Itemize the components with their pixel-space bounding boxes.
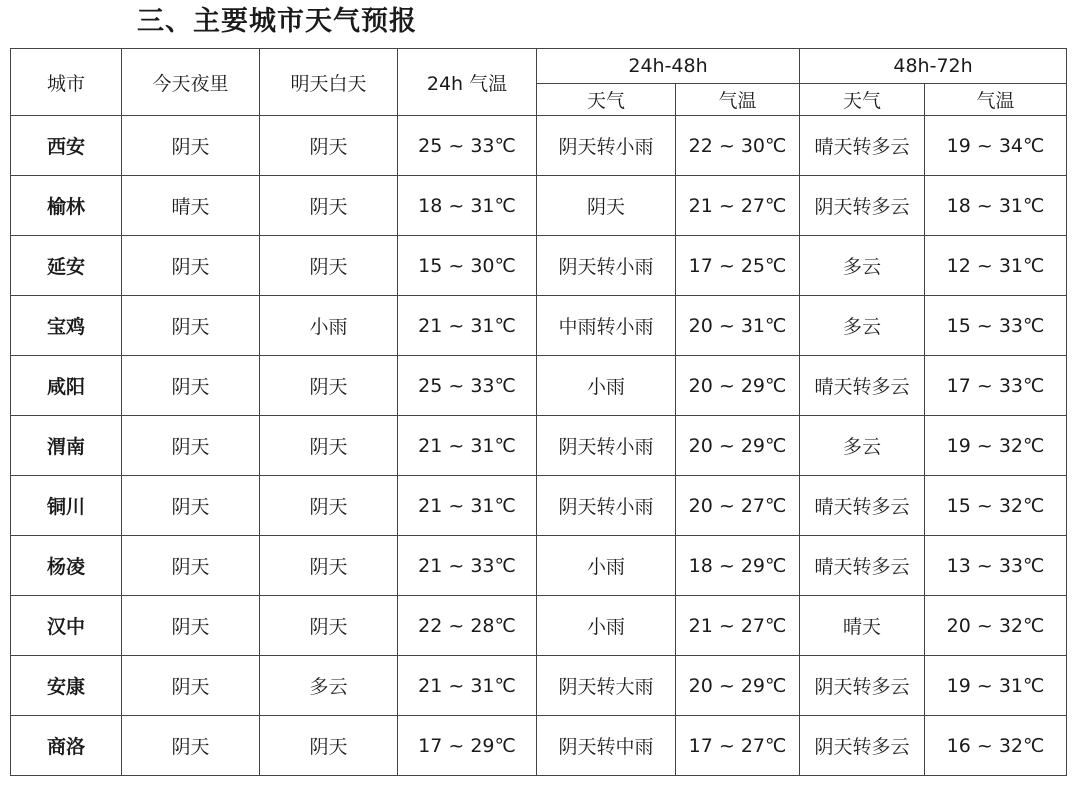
cell-tomorrow: 阴天 <box>260 236 398 296</box>
cell-tomorrow: 阴天 <box>260 476 398 536</box>
cell-weather-24-48h: 阴天转小雨 <box>537 236 676 296</box>
cell-temp-48-72h: 19 ~ 34℃ <box>925 116 1067 176</box>
cell-temp-24-48h: 20 ~ 29℃ <box>676 656 800 716</box>
cell-temp-24h: 21 ~ 33℃ <box>398 536 537 596</box>
cell-temp-24-48h: 21 ~ 27℃ <box>676 596 800 656</box>
cell-tomorrow: 阴天 <box>260 716 398 776</box>
cell-tonight: 阴天 <box>122 356 260 416</box>
cell-temp-24-48h: 17 ~ 27℃ <box>676 716 800 776</box>
cell-weather-24-48h: 阴天 <box>537 176 676 236</box>
cell-tonight: 阴天 <box>122 596 260 656</box>
cell-weather-48-72h: 多云 <box>800 236 925 296</box>
cell-temp-48-72h: 18 ~ 31℃ <box>925 176 1067 236</box>
cell-city: 咸阳 <box>11 356 122 416</box>
cell-temp-24h: 17 ~ 29℃ <box>398 716 537 776</box>
cell-temp-24-48h: 20 ~ 31℃ <box>676 296 800 356</box>
cell-city: 西安 <box>11 116 122 176</box>
header-temp-24h: 24h 气温 <box>398 49 537 116</box>
cell-temp-24h: 18 ~ 31℃ <box>398 176 537 236</box>
cell-temp-24-48h: 21 ~ 27℃ <box>676 176 800 236</box>
cell-temp-48-72h: 19 ~ 32℃ <box>925 416 1067 476</box>
cell-weather-48-72h: 阴天转多云 <box>800 176 925 236</box>
cell-temp-48-72h: 20 ~ 32℃ <box>925 596 1067 656</box>
cell-temp-24-48h: 22 ~ 30℃ <box>676 116 800 176</box>
cell-tonight: 阴天 <box>122 716 260 776</box>
table-row <box>11 356 1067 416</box>
cell-tomorrow: 阴天 <box>260 176 398 236</box>
cell-weather-24-48h: 阴天转小雨 <box>537 116 676 176</box>
table-row <box>11 416 1067 476</box>
header-group-24-48h: 24h-48h <box>537 49 800 84</box>
cell-weather-24-48h: 中雨转小雨 <box>537 296 676 356</box>
cell-tonight: 阴天 <box>122 116 260 176</box>
table-row <box>11 296 1067 356</box>
cell-city: 榆林 <box>11 176 122 236</box>
cell-tomorrow: 阴天 <box>260 596 398 656</box>
cell-tomorrow: 小雨 <box>260 296 398 356</box>
city-forecast-table <box>10 48 1067 776</box>
cell-city: 汉中 <box>11 596 122 656</box>
cell-weather-24-48h: 小雨 <box>537 596 676 656</box>
table-row <box>11 596 1067 656</box>
header-weather-48-72h: 天气 <box>800 84 925 116</box>
header-temp-48-72h: 气温 <box>925 84 1067 116</box>
cell-weather-48-72h: 多云 <box>800 416 925 476</box>
table-row <box>11 476 1067 536</box>
table-row <box>11 236 1067 296</box>
cell-city: 宝鸡 <box>11 296 122 356</box>
cell-weather-24-48h: 阴天转大雨 <box>537 656 676 716</box>
cell-temp-48-72h: 16 ~ 32℃ <box>925 716 1067 776</box>
cell-temp-24-48h: 20 ~ 27℃ <box>676 476 800 536</box>
header-city: 城市 <box>11 49 122 116</box>
cell-tomorrow: 阴天 <box>260 356 398 416</box>
cell-weather-48-72h: 多云 <box>800 296 925 356</box>
cell-city: 渭南 <box>11 416 122 476</box>
table-row <box>11 716 1067 776</box>
table-row <box>11 656 1067 716</box>
cell-temp-24h: 21 ~ 31℃ <box>398 476 537 536</box>
cell-weather-48-72h: 晴天转多云 <box>800 116 925 176</box>
cell-tonight: 阴天 <box>122 656 260 716</box>
cell-temp-24h: 21 ~ 31℃ <box>398 656 537 716</box>
cell-weather-24-48h: 阴天转中雨 <box>537 716 676 776</box>
cell-tonight: 阴天 <box>122 236 260 296</box>
cell-temp-24h: 21 ~ 31℃ <box>398 416 537 476</box>
cell-temp-24-48h: 17 ~ 25℃ <box>676 236 800 296</box>
cell-temp-24h: 25 ~ 33℃ <box>398 116 537 176</box>
header-group-48-72h: 48h-72h <box>800 49 1067 84</box>
cell-temp-24h: 22 ~ 28℃ <box>398 596 537 656</box>
cell-weather-48-72h: 晴天 <box>800 596 925 656</box>
header-tonight: 今天夜里 <box>122 49 260 116</box>
cell-tonight: 阴天 <box>122 416 260 476</box>
cell-city: 商洛 <box>11 716 122 776</box>
cell-temp-24h: 25 ~ 33℃ <box>398 356 537 416</box>
cell-tonight: 阴天 <box>122 476 260 536</box>
cell-weather-48-72h: 晴天转多云 <box>800 356 925 416</box>
cell-weather-48-72h: 晴天转多云 <box>800 536 925 596</box>
cell-temp-48-72h: 12 ~ 31℃ <box>925 236 1067 296</box>
cell-city: 延安 <box>11 236 122 296</box>
header-weather-24-48h: 天气 <box>537 84 676 116</box>
cell-tomorrow: 多云 <box>260 656 398 716</box>
cell-weather-24-48h: 阴天转小雨 <box>537 416 676 476</box>
cell-temp-48-72h: 15 ~ 32℃ <box>925 476 1067 536</box>
section-title: 三、主要城市天气预报 <box>137 6 417 37</box>
header-tomorrow-day: 明天白天 <box>260 49 398 116</box>
cell-weather-24-48h: 小雨 <box>537 356 676 416</box>
cell-temp-24h: 15 ~ 30℃ <box>398 236 537 296</box>
cell-tomorrow: 阴天 <box>260 116 398 176</box>
forecast-rows <box>11 116 1067 776</box>
cell-city: 安康 <box>11 656 122 716</box>
cell-temp-24-48h: 20 ~ 29℃ <box>676 356 800 416</box>
cell-temp-24h: 21 ~ 31℃ <box>398 296 537 356</box>
cell-city: 铜川 <box>11 476 122 536</box>
cell-weather-24-48h: 阴天转小雨 <box>537 476 676 536</box>
cell-temp-48-72h: 19 ~ 31℃ <box>925 656 1067 716</box>
cell-city: 杨凌 <box>11 536 122 596</box>
cell-weather-24-48h: 小雨 <box>537 536 676 596</box>
table-row <box>11 116 1067 176</box>
cell-temp-24-48h: 20 ~ 29℃ <box>676 416 800 476</box>
cell-tonight: 阴天 <box>122 296 260 356</box>
cell-weather-48-72h: 阴天转多云 <box>800 716 925 776</box>
cell-temp-24-48h: 18 ~ 29℃ <box>676 536 800 596</box>
cell-temp-48-72h: 17 ~ 33℃ <box>925 356 1067 416</box>
cell-tonight: 阴天 <box>122 536 260 596</box>
cell-temp-48-72h: 15 ~ 33℃ <box>925 296 1067 356</box>
table-row <box>11 176 1067 236</box>
cell-weather-48-72h: 晴天转多云 <box>800 476 925 536</box>
cell-tomorrow: 阴天 <box>260 536 398 596</box>
cell-tomorrow: 阴天 <box>260 416 398 476</box>
header-temp-24-48h: 气温 <box>676 84 800 116</box>
table-row <box>11 536 1067 596</box>
cell-weather-48-72h: 阴天转多云 <box>800 656 925 716</box>
cell-temp-48-72h: 13 ~ 33℃ <box>925 536 1067 596</box>
cell-tonight: 晴天 <box>122 176 260 236</box>
